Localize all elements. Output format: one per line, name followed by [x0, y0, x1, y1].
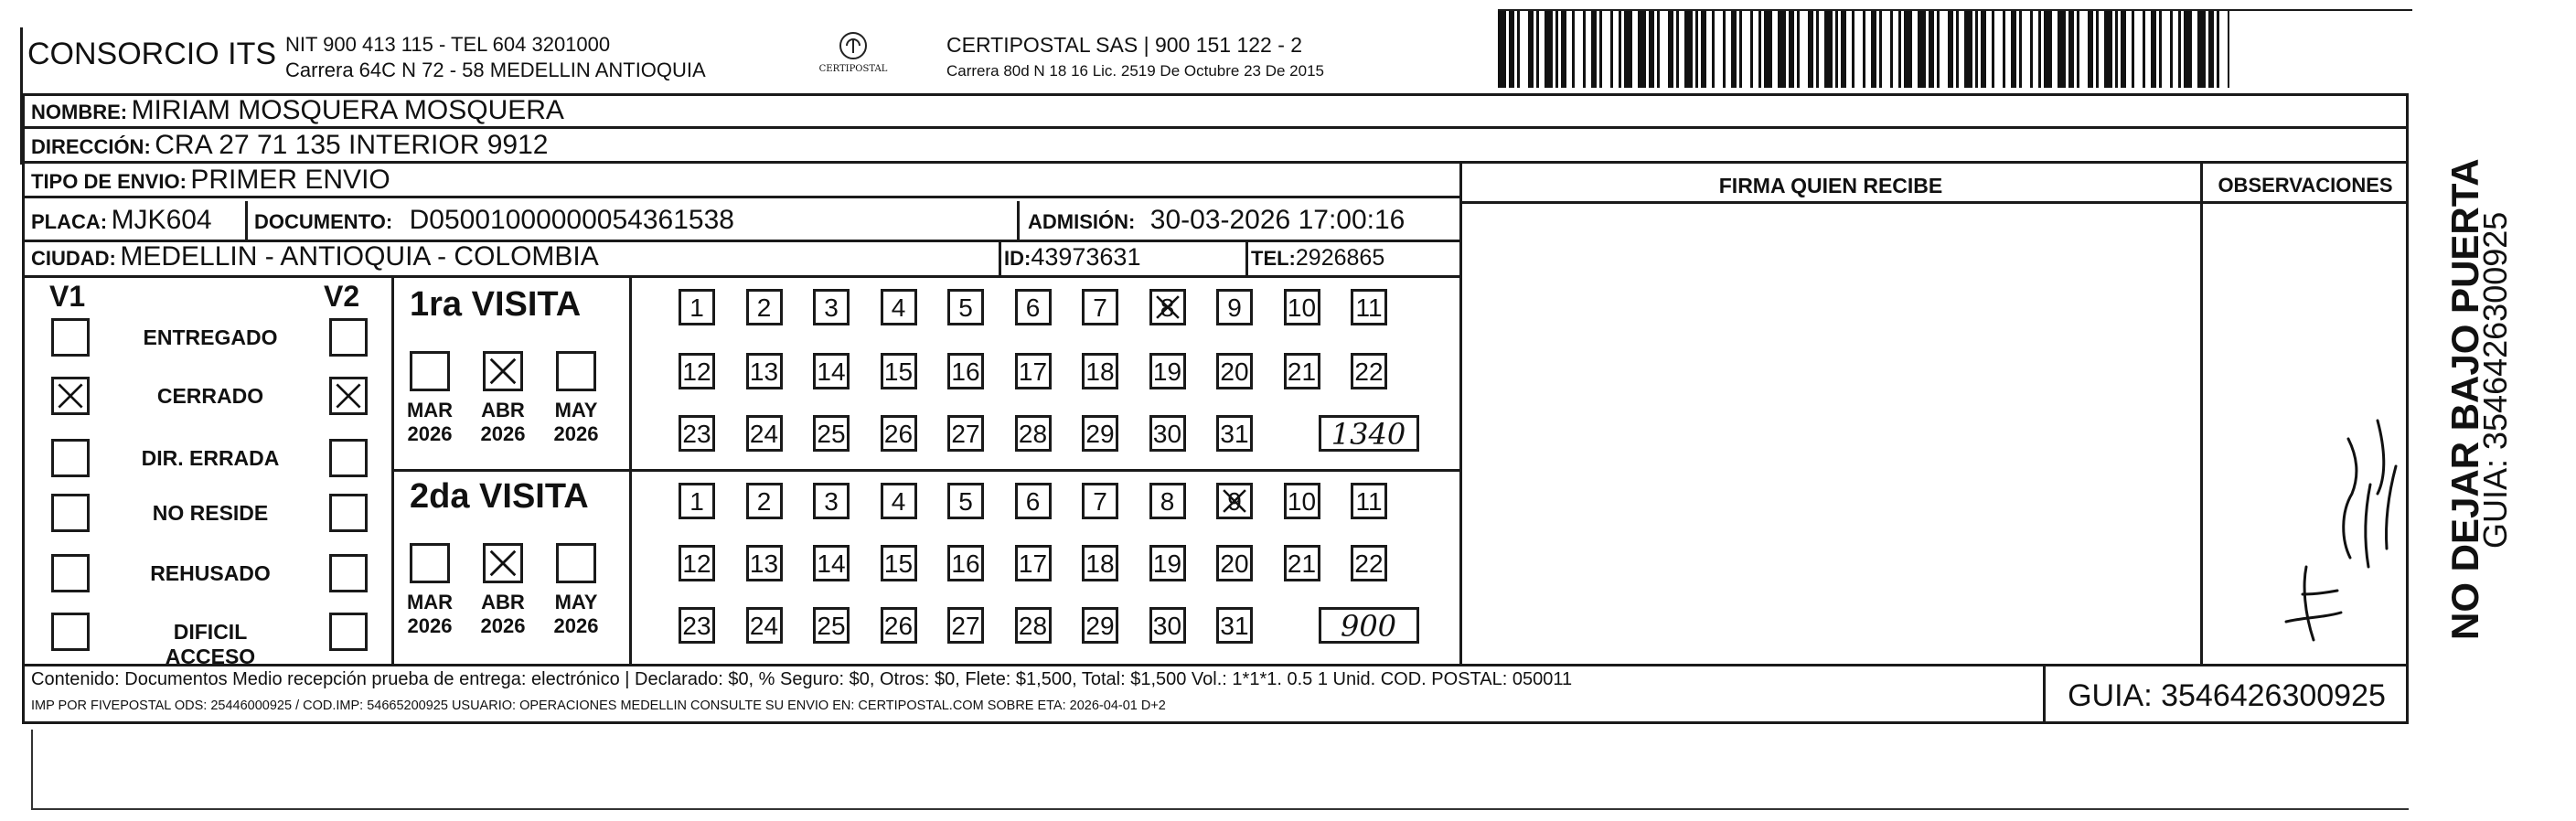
day-box[interactable]: 6 — [1015, 289, 1052, 325]
day-box[interactable]: 13 — [746, 353, 783, 389]
day-box[interactable]: 23 — [679, 607, 715, 644]
day-box[interactable]: 21 — [1284, 353, 1320, 389]
no-dejar-bajo-puerta: NO DEJAR BAJO PUERTA — [2443, 158, 2486, 640]
day-box[interactable]: 29 — [1082, 415, 1118, 452]
v2-checkbox[interactable] — [329, 494, 368, 532]
reason-label: NO RESIDE — [152, 501, 269, 525]
visit2-title: 2da VISITA — [410, 477, 589, 516]
nombre-value: MIRIAM MOSQUERA MOSQUERA — [131, 95, 564, 125]
day-box[interactable]: 3 — [813, 483, 850, 519]
reason-label: CERRADO — [156, 384, 264, 408]
day-box[interactable]: 25 — [813, 415, 850, 452]
day-box[interactable]: 9 — [1216, 483, 1253, 519]
day-box[interactable]: 14 — [813, 353, 850, 389]
tel-value: 2926865 — [1295, 245, 1385, 271]
ciudad-cell — [31, 241, 599, 272]
day-box[interactable]: 10 — [1284, 289, 1320, 325]
direccion-value: CRA 27 71 135 INTERIOR 9912 — [155, 130, 549, 160]
recipient-signature — [2250, 384, 2405, 649]
certipostal-logo — [817, 29, 890, 80]
day-box[interactable]: 29 — [1082, 607, 1118, 644]
documento-cell — [254, 205, 734, 236]
day-box[interactable]: 5 — [947, 289, 984, 325]
v1-checkbox[interactable] — [51, 318, 90, 357]
v2-checkbox[interactable] — [329, 377, 368, 415]
day-box[interactable]: 13 — [746, 545, 783, 581]
documento-value: D05001000000054361538 — [409, 205, 734, 235]
firma-header: FIRMA QUIEN RECIBE — [1718, 174, 1943, 197]
ciudad-label: CIUDAD: — [31, 247, 116, 270]
handwritten-time: 900 — [1319, 607, 1419, 644]
imp-line: IMP POR FIVEPOSTAL ODS: 25446000925 / COD.IMP: 54665200925 USUARIO: OPERACIONES MEDELLIN CONSULTE SU ENVIO EN: CERTIPOSTAL.COM SOBRE ETA: 2026-04-01 D+2 — [31, 698, 1166, 713]
day-box[interactable]: 25 — [813, 607, 850, 644]
month-label: MAY 2026 — [553, 399, 599, 445]
reason-label: REHUSADO — [150, 561, 271, 585]
v1-checkbox[interactable] — [51, 494, 90, 532]
day-box[interactable]: 7 — [1082, 483, 1118, 519]
month-label: ABR 2026 — [480, 591, 526, 637]
day-box[interactable]: 9 — [1216, 289, 1253, 325]
day-box[interactable]: 31 — [1216, 415, 1253, 452]
admision-cell — [1028, 205, 1405, 236]
day-box[interactable]: 28 — [1015, 415, 1052, 452]
day-box[interactable]: 22 — [1351, 353, 1387, 389]
month-checkbox[interactable] — [556, 351, 596, 391]
day-box[interactable]: 31 — [1216, 607, 1253, 644]
day-box[interactable]: 1 — [679, 289, 715, 325]
company-address-line: Carrera 64C N 72 - 58 MEDELLIN ANTIOQUIA — [285, 59, 706, 81]
day-box[interactable]: 26 — [881, 607, 917, 644]
day-box[interactable]: 24 — [746, 415, 783, 452]
v1-checkbox[interactable] — [51, 554, 90, 592]
day-box[interactable]: 27 — [947, 415, 984, 452]
v1-checkbox[interactable] — [51, 613, 90, 651]
v2-checkbox[interactable] — [329, 613, 368, 651]
visit1-title: 1ra VISITA — [410, 285, 582, 324]
id-label: ID: — [1004, 247, 1031, 270]
v2-checkbox[interactable] — [329, 318, 368, 357]
bottom-blank-area — [31, 730, 2409, 810]
guia-box: GUIA: 3546426300925 — [2068, 678, 2386, 713]
logo-text: CERTIPOSTAL — [818, 64, 888, 74]
id-cell — [1004, 243, 1140, 272]
month-checkbox[interactable] — [410, 543, 450, 583]
month-checkbox[interactable] — [483, 351, 523, 391]
day-box[interactable]: 20 — [1216, 545, 1253, 581]
carrier-address: Carrera 80d N 18 16 Lic. 2519 De Octubre 23 De 2015 — [946, 62, 1324, 80]
v1-checkbox[interactable] — [51, 377, 90, 415]
tipo-envio-value: PRIMER ENVIO — [190, 165, 390, 195]
barcode — [1498, 11, 2229, 88]
month-label: MAR 2026 — [406, 591, 454, 637]
reason-label: DIFICIL ACCESO — [165, 620, 256, 668]
nombre-row — [31, 95, 564, 126]
reason-label: DIR. ERRADA — [141, 446, 280, 470]
day-box[interactable]: 11 — [1351, 483, 1387, 519]
handwritten-time: 1340 — [1319, 415, 1419, 452]
day-box[interactable]: 27 — [947, 607, 984, 644]
day-box[interactable]: 4 — [881, 289, 917, 325]
day-box[interactable]: 12 — [679, 545, 715, 581]
day-box[interactable]: 14 — [813, 545, 850, 581]
day-box[interactable]: 20 — [1216, 353, 1253, 389]
day-box[interactable]: 19 — [1149, 545, 1186, 581]
month-label: MAR 2026 — [406, 399, 454, 445]
company-name: CONSORCIO ITS — [27, 37, 277, 71]
month-checkbox[interactable] — [410, 351, 450, 391]
day-box[interactable]: 2 — [746, 289, 783, 325]
v2-label: V2 — [324, 280, 360, 313]
day-box[interactable]: 19 — [1149, 353, 1186, 389]
day-box[interactable]: 2 — [746, 483, 783, 519]
side-guia: GUIA: 3546426300925 — [2476, 211, 2514, 549]
month-label: MAY 2026 — [553, 591, 599, 637]
day-box[interactable]: 15 — [881, 545, 917, 581]
documento-label: DOCUMENTO: — [254, 210, 393, 233]
admision-label: ADMISIÓN: — [1028, 210, 1136, 233]
day-box[interactable]: 6 — [1015, 483, 1052, 519]
day-box[interactable]: 10 — [1284, 483, 1320, 519]
day-box[interactable]: 26 — [881, 415, 917, 452]
day-box[interactable]: 21 — [1284, 545, 1320, 581]
day-box[interactable]: 8 — [1149, 289, 1186, 325]
month-checkbox[interactable] — [483, 543, 523, 583]
direccion-row — [31, 130, 548, 161]
carrier-name: CERTIPOSTAL SAS | 900 151 122 - 2 — [946, 33, 1303, 57]
ciudad-value: MEDELLIN - ANTIOQUIA - COLOMBIA — [120, 241, 599, 272]
day-box[interactable]: 5 — [947, 483, 984, 519]
day-box[interactable]: 11 — [1351, 289, 1387, 325]
admision-value: 30-03-2026 17:00:16 — [1149, 205, 1406, 235]
day-box[interactable]: 8 — [1149, 483, 1186, 519]
day-box[interactable]: 30 — [1149, 607, 1186, 644]
day-box[interactable]: 17 — [1015, 353, 1052, 389]
reason-label: ENTREGADO — [143, 325, 278, 349]
tel-cell — [1251, 245, 1384, 272]
day-box[interactable]: 7 — [1082, 289, 1118, 325]
month-label: ABR 2026 — [480, 399, 526, 445]
day-box[interactable]: 1 — [679, 483, 715, 519]
direccion-label: DIRECCIÓN: — [31, 135, 151, 158]
day-box[interactable]: 22 — [1351, 545, 1387, 581]
day-box[interactable]: 16 — [947, 353, 984, 389]
id-value: 43973631 — [1031, 243, 1141, 271]
day-box[interactable]: 30 — [1149, 415, 1186, 452]
day-box[interactable]: 12 — [679, 353, 715, 389]
month-checkbox[interactable] — [556, 543, 596, 583]
placa-label: PLACA: — [31, 210, 108, 233]
day-box[interactable]: 24 — [746, 607, 783, 644]
day-box[interactable]: 28 — [1015, 607, 1052, 644]
day-box[interactable]: 15 — [881, 353, 917, 389]
v1-label: V1 — [49, 280, 86, 313]
tel-label: TEL: — [1251, 247, 1296, 270]
day-box[interactable]: 3 — [813, 289, 850, 325]
company-nit-line: NIT 900 413 115 - TEL 604 3201000 — [285, 33, 611, 56]
nombre-label: NOMBRE: — [31, 101, 128, 123]
tipo-envio-row — [31, 165, 390, 196]
v2-checkbox[interactable] — [329, 439, 368, 477]
v1-checkbox[interactable] — [51, 439, 90, 477]
tipo-envio-label: TIPO DE ENVIO: — [31, 170, 187, 193]
day-box[interactable]: 23 — [679, 415, 715, 452]
observaciones-header: OBSERVACIONES — [2218, 174, 2393, 197]
day-box[interactable]: 4 — [881, 483, 917, 519]
placa-value: MJK604 — [111, 205, 212, 235]
placa-cell — [31, 205, 212, 236]
contenido-line: Contenido: Documentos Medio recepción prueba de entrega: electrónico | Declarado: $0, % Seguro: $0, Otros: $0, Flete: $1,500, Total: $1,500 Vol.: 1*1*1. 0.5 1 Unid. COD. POSTAL: 050011 — [31, 669, 1573, 689]
day-box[interactable]: 18 — [1082, 545, 1118, 581]
day-box[interactable]: 17 — [1015, 545, 1052, 581]
day-box[interactable]: 16 — [947, 545, 984, 581]
v2-checkbox[interactable] — [329, 554, 368, 592]
day-box[interactable]: 18 — [1082, 353, 1118, 389]
